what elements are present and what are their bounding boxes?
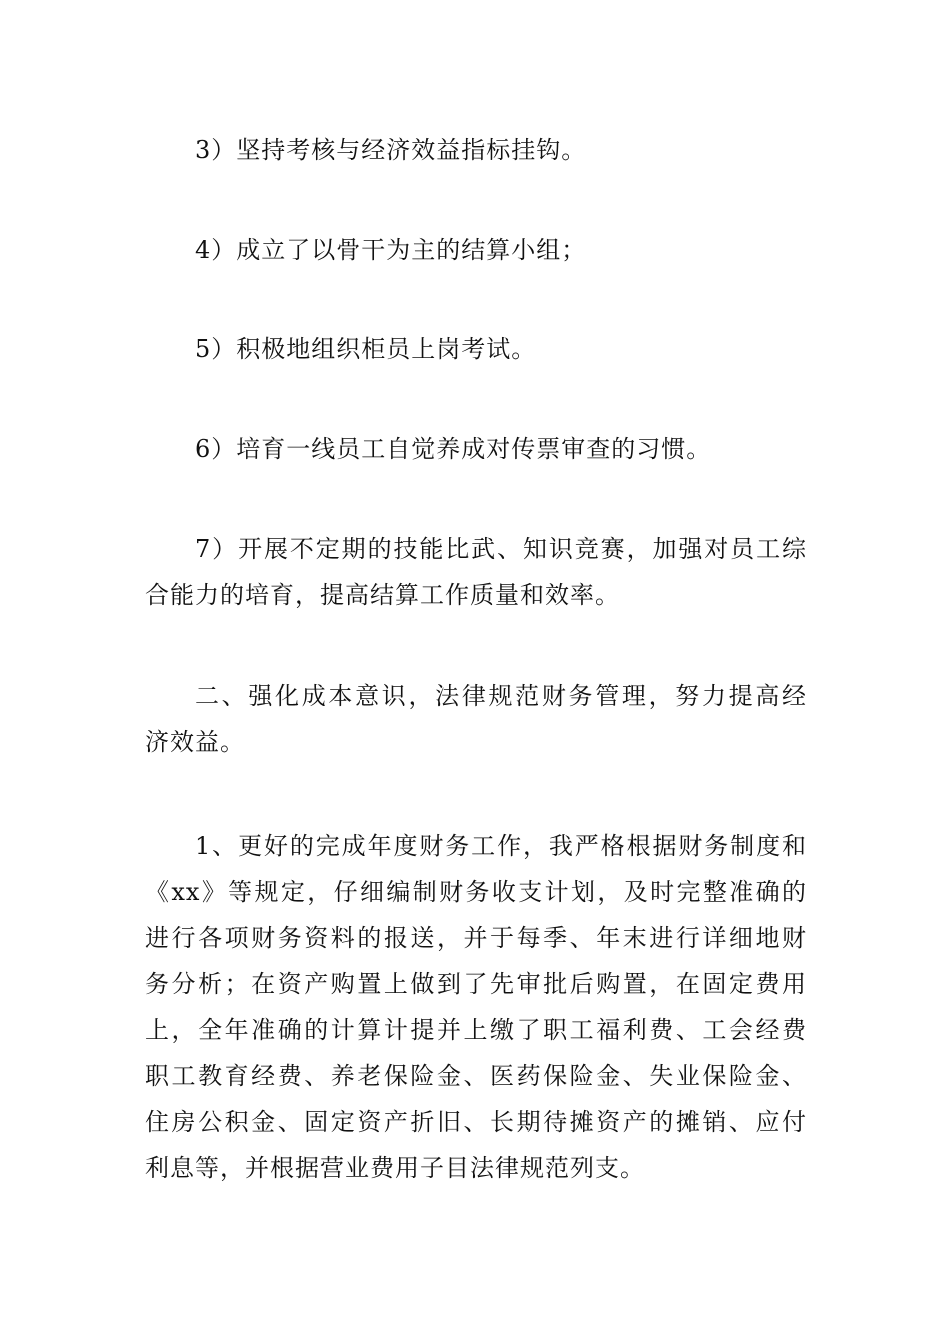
paragraph-item-3 xyxy=(145,127,807,173)
text-line: 进行各项财务资料的报送，并于每季、年末进行详细地财 xyxy=(145,924,807,952)
text-line: 4）成立了以骨干为主的结算小组； xyxy=(195,236,587,264)
text-line: 职工教育经费、养老保险金、医药保险金、失业保险金、 xyxy=(145,1062,807,1090)
text-line: 二、强化成本意识，法律规范财务管理，努力提高经 xyxy=(195,682,807,710)
paragraph-item-4 xyxy=(145,227,807,273)
paragraph-item-6 xyxy=(145,426,807,472)
text-line: 利息等，并根据营业费用子目法律规范列支。 xyxy=(145,1154,645,1182)
paragraph-item-7 xyxy=(145,526,807,618)
text-line: 1、更好的完成年度财务工作，我严格根据财务制度和 xyxy=(195,832,807,860)
text-line: 济效益。 xyxy=(145,728,245,756)
text-line: 5）积极地组织柜员上岗考试。 xyxy=(195,335,537,363)
text-line: 《xx》等规定，仔细编制财务收支计划，及时完整准确的 xyxy=(145,878,807,906)
text-line: 7）开展不定期的技能比武、知识竞赛，加强对员工综 xyxy=(195,535,807,563)
text-line: 合能力的培育，提高结算工作质量和效率。 xyxy=(145,581,620,609)
paragraph-item-5 xyxy=(145,326,807,372)
text-line: 住房公积金、固定资产折旧、长期待摊资产的摊销、应付 xyxy=(145,1108,807,1136)
text-line: 6）培育一线员工自觉养成对传票审查的习惯。 xyxy=(195,435,712,463)
text-line: 3）坚持考核与经济效益指标挂钩。 xyxy=(195,136,587,164)
paragraph-finance-work xyxy=(145,823,807,1191)
text-line: 务分析；在资产购置上做到了先审批后购置，在固定费用 xyxy=(145,970,807,998)
text-line: 上，全年准确的计算计提并上缴了职工福利费、工会经费 xyxy=(145,1016,807,1044)
section-heading-two xyxy=(145,673,807,765)
